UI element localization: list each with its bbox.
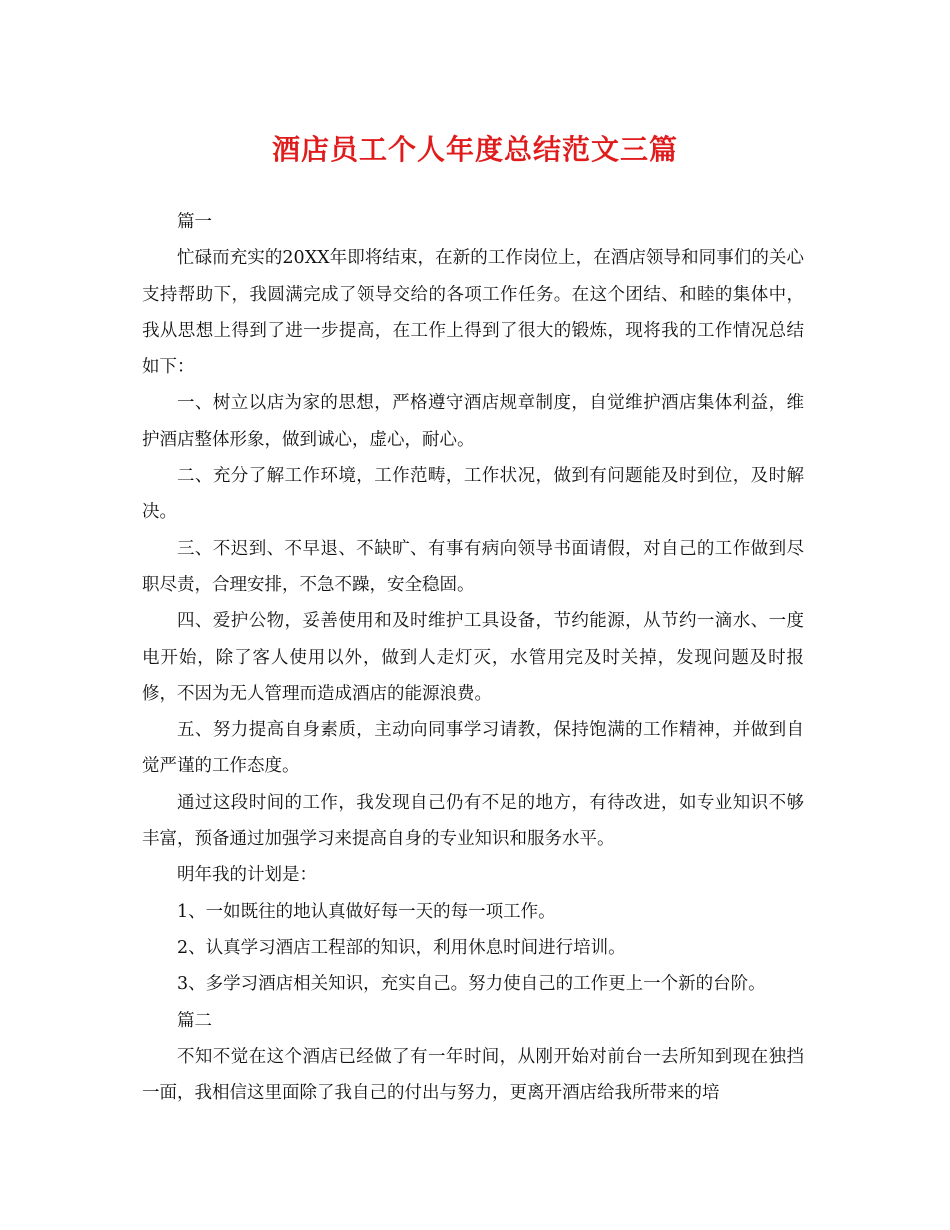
paragraph: 四、爱护公物，妥善使用和及时维护工具设备，节约能源，从节约一滴水、一度电开始，除了客人使用以外，做到人走灯灭，水管用完及时关掉，发现问题及时报修，不因为无人管理而造成酒店的能源浪费。 [142,611,804,704]
paragraph: 三、不迟到、不早退、不缺旷、有事有病向领导书面请假，对自己的工作做到尽职尽责，合理安排，不急不躁，安全稳固。 [142,538,804,595]
list-item: 2、认真学习酒店工程部的知识，利用休息时间进行培训。 [177,937,626,958]
section-heading: 篇二 [177,1010,212,1031]
paragraph: 二、充分了解工作环境，工作范畴，工作状况，做到有问题能及时到位，及时解决。 [142,466,804,523]
list-item: 3、多学习酒店相关知识，充实自己。努力使自己的工作更上一个新的台阶。 [177,974,766,995]
paragraph: 不知不觉在这个酒店已经做了有一年时间，从刚开始对前台一去所知到现在独挡一面，我相信这里面除了我自己的付出与努力，更离开酒店给我所带来的培 [142,1046,804,1104]
document-body [142,204,804,1111]
paragraph: 通过这段时间的工作，我发现自己仍有不足的地方，有待改进，如专业知识不够丰富，预备通过加强学习来提高自身的专业知识和服务水平。 [142,792,804,850]
section-heading: 篇一 [177,212,212,232]
paragraph: 一、树立以店为家的思想，严格遵守酒店规章制度，自觉维护酒店集体利益，维护酒店整体形象，做到诚心，虚心，耐心。 [142,393,804,450]
paragraph: 明年我的计划是： [177,865,317,886]
list-item: 1、一如既往的地认真做好每一天的每一项工作。 [177,901,556,922]
document-title: 酒店员工个人年度总结范文三篇 [271,133,678,166]
paragraph: 忙碌而充实的20XX年即将结束，在新的工作岗位上，在酒店领导和同事们的关心支持帮助下，我圆满完成了领导交给的各项工作任务。在这个团结、和睦的集体中，我从思想上得到了进一步提高，在工作上得到了很大的锻炼，现将我的工作情况总结如下： [142,248,804,378]
paragraph: 五、努力提高自身素质，主动向同事学习请教，保持饱满的工作精神，并做到自觉严谨的工作态度。 [142,720,804,777]
